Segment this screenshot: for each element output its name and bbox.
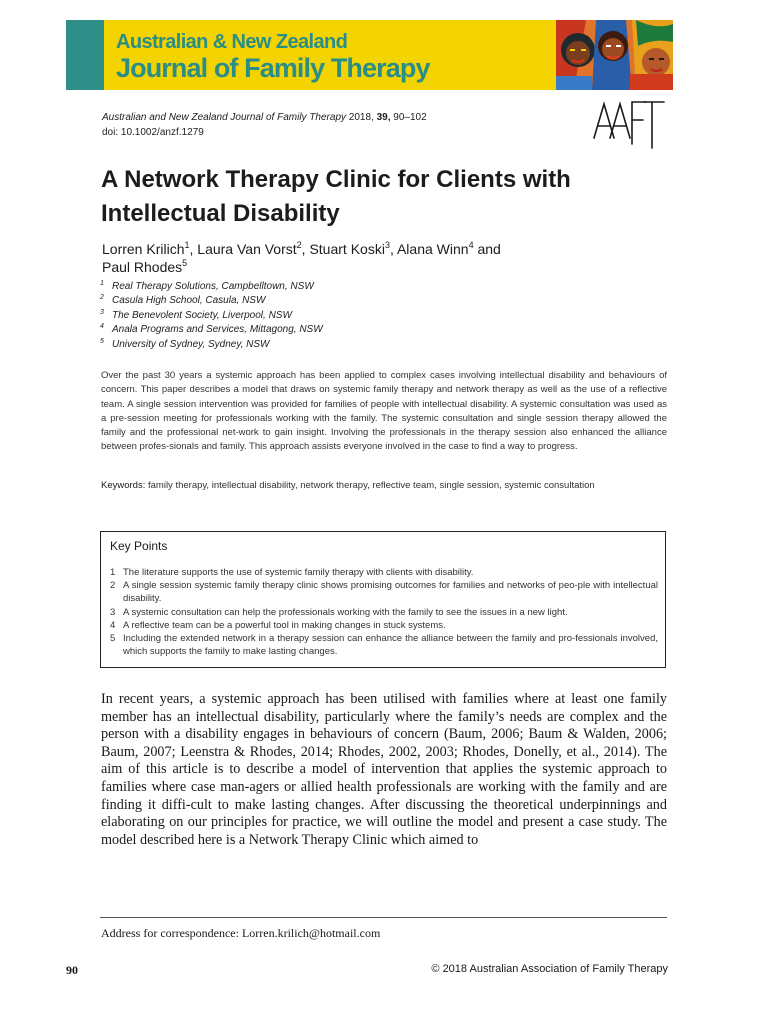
author-affil-ref: 1 <box>184 240 190 250</box>
copyright-notice: © 2018 Australian Association of Family Therapy <box>431 963 668 975</box>
citation-doi: doi: 10.1002/anzf.1279 <box>102 127 204 138</box>
key-point-item: 3 A systemic consultation can help the professionals working with the family to see the issues in a new light. <box>110 606 568 618</box>
affiliation-item: 4 Anala Programs and Services, Mittagong, NSW <box>100 323 323 336</box>
abstract-text: Over the past 30 years a systemic approach has been applied to complex cases involving intellectual disability and behaviours of concern. This paper describes a model that draws on systemic family therapy and network therapy as well as the use of a reflective team. A single session intervention was provided for families of people with intellectual disability. A systemic consultation was used as a pre-session meeting for professionals working with the family. The systemic consultation and single session therapy allowed the family and the professional net-work to gain insight. Involving the professionals in the therapy session also enhanced the alliance between profes-sionals and family. This approach assists everyone involved in the case to find a way to progress. <box>101 370 667 453</box>
affiliation-item: 5 University of Sydney, Sydney, NSW <box>100 337 270 350</box>
journal-name-line1: Australian & New Zealand <box>116 31 348 53</box>
footnote-divider <box>100 917 667 918</box>
author-name: Paul Rhodes <box>102 259 183 275</box>
page-number: 90 <box>66 963 78 977</box>
body-paragraph: In recent years, a systemic approach has been utilised with families where at least one family member has an intellectual disability, particularly where the family’s needs are complex and the person with a disability engages in behaviours of concern (Baum, 2006; Baum & Walden, 2006; Baum, 2007; Leenstra & Rhodes, 2014; Rhodes, 2002, 2003; Rhodes, Donelly, et al., 2014). The aim of this article is to describe a model of intervention that applies the systemic approach to families where case man-agers or allied health professionals are working with the family and are finding it diffi-cult to make lasting changes. After discussing the theoretical underpinnings and elaborating on our principles for practice, we will outline the model and present a case study. The model described here is a Network Therapy Clinic which aimed to <box>101 691 667 848</box>
journal-banner <box>66 20 673 90</box>
author-affil-ref: 4 <box>468 240 474 250</box>
key-point-item: 4 A reflective team can be a powerful tool in making changes in stuck systems. <box>110 619 446 631</box>
author-name: Laura Van Vorst <box>197 241 297 257</box>
author-list: Lorren Krilich$^1$, Laura Van Vorst$^2$, Stuart Koski$^3$, Alana Winn$^4$ and Paul Rhodes$^5$ <box>102 240 501 275</box>
citation-pages: 90–102 <box>393 112 427 123</box>
author-affil-ref: 5 <box>182 258 188 268</box>
key-points-box <box>100 531 666 668</box>
citation-volume: 39, <box>376 112 391 123</box>
keywords-list: family therapy, intellectual disability, network therapy, reflective team, single session, systemic consultation <box>148 480 595 491</box>
citation-journal: Australian and New Zealand Journal of Family Therapy <box>102 112 347 123</box>
journal-name-line2: Journal of Family Therapy <box>116 53 430 83</box>
key-points-list <box>110 566 658 658</box>
aaft-logo-icon <box>592 98 666 150</box>
citation-block <box>102 110 427 140</box>
keywords-block <box>101 479 667 493</box>
affiliations-list <box>100 280 323 352</box>
key-point-item: 1 The literature supports the use of systemic family therapy with clients with disability. <box>110 567 474 578</box>
author-affil-ref: 2 <box>296 240 302 250</box>
citation-year: 2018, <box>348 112 374 123</box>
affiliation-item: 3 The Benevolent Society, Liverpool, NSW <box>100 308 292 321</box>
key-point-item: 2 A single session systemic family therapy clinic shows promising outcomes for families and networks of peo-ple with intellectual disability. <box>110 580 658 605</box>
correspondence-address: Address for correspondence: Lorren.krilich@hotmail.com <box>101 926 381 940</box>
author-name: Stuart Koski <box>309 241 385 257</box>
affiliation-item: 2 Casula High School, Casula, NSW <box>100 294 266 307</box>
keywords-label: Keywords: <box>101 480 146 491</box>
author-name: Lorren Krilich <box>102 241 185 257</box>
article-title: A Network Therapy Clinic for Clients with Intellectual Disability <box>101 166 571 227</box>
affiliation-item: 1 Real Therapy Solutions, Campbelltown, NSW <box>100 280 314 292</box>
key-points-title: Key Points <box>110 539 168 553</box>
banner-teal-stripe <box>66 20 104 90</box>
citation-line <box>102 110 427 125</box>
illustrated-faces-artwork <box>556 20 673 90</box>
author-affil-ref: 3 <box>384 240 390 250</box>
key-point-item: 5 Including the extended network in a therapy session can enhance the alliance between the family and pro-fessionals involved, which supports the family to make lasting changes. <box>110 633 658 658</box>
author-name: Alana Winn <box>396 241 469 257</box>
